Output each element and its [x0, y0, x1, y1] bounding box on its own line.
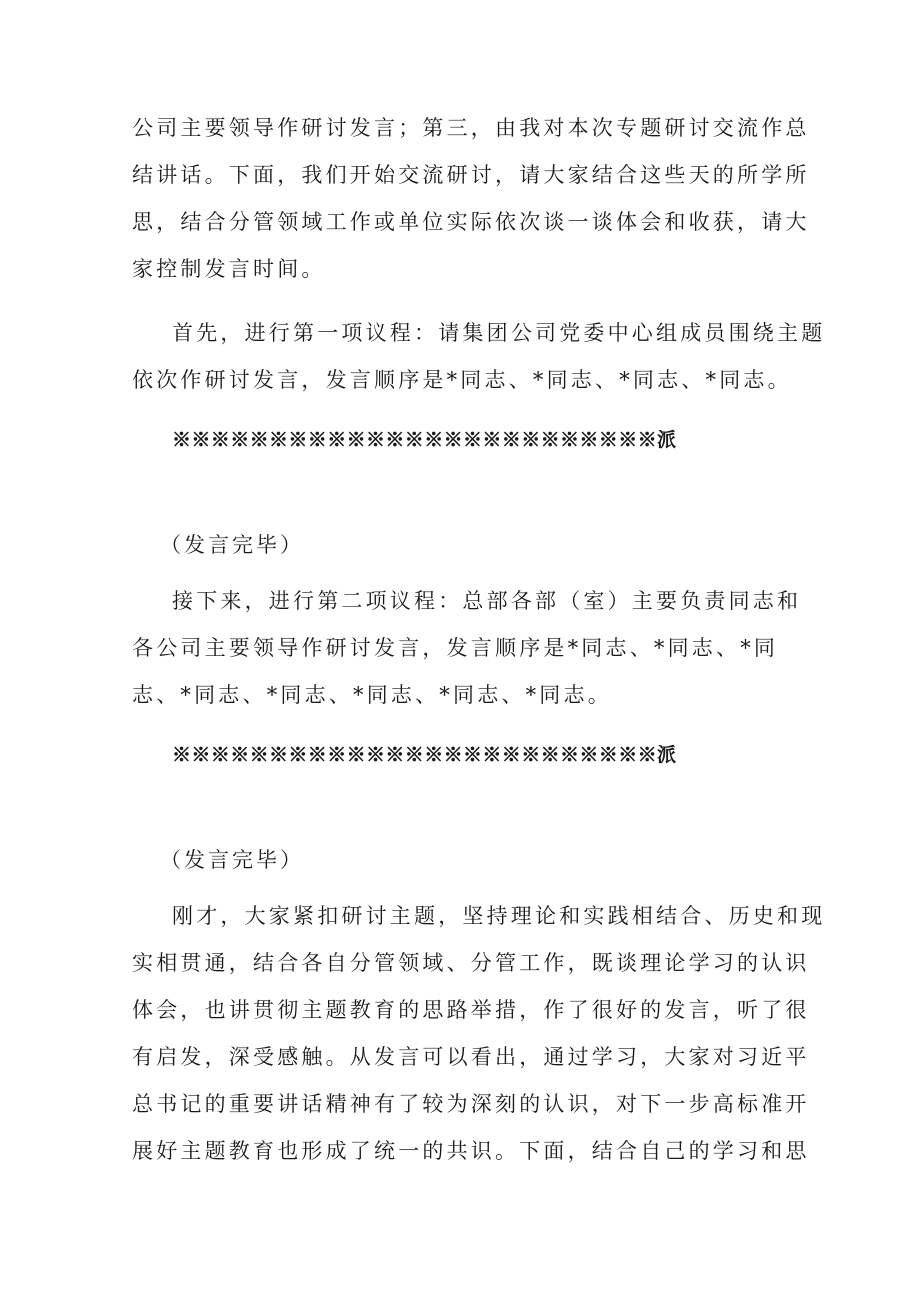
section-divider-2: ※※※※※※※※※※※※※※※※※※※※※※※※※派	[172, 744, 677, 766]
paragraph-3-line-2: 各公司主要领导作研讨发言，发言顺序是*同志、*同志、*同	[132, 636, 779, 660]
section-divider-1: ※※※※※※※※※※※※※※※※※※※※※※※※※派	[172, 429, 677, 451]
paragraph-4-line-4: 有启发，深受感触。从发言可以看出，通过学习，大家对习近平	[132, 1045, 810, 1069]
paragraph-3-line-1: 接下来，进行第二项议程：总部各部（室）主要负责同志和	[172, 589, 802, 613]
paragraph-4-line-6: 展好主题教育也形成了统一的共识。下面，结合自己的学习和思	[132, 1139, 810, 1163]
paragraph-2-line-2: 依次作研讨发言，发言顺序是*同志、*同志、*同志、*同志。	[132, 368, 792, 392]
speech-finished-note-2: （发言完毕）	[160, 848, 304, 872]
paragraph-4-line-3: 体会，也讲贯彻主题教育的思路举措，作了很好的发言，听了很	[132, 998, 810, 1022]
paragraph-1-line-2: 结讲话。下面，我们开始交流研讨，请大家结合这些天的所学所	[132, 163, 810, 187]
paragraph-1-line-4: 家控制发言时间。	[132, 257, 326, 281]
paragraph-4-line-2: 实相贯通，结合各自分管领域、分管工作，既谈理论学习的认识	[132, 951, 810, 975]
paragraph-4-line-5: 总书记的重要讲话精神有了较为深刻的认识，对下一步高标准开	[132, 1092, 810, 1116]
paragraph-1-line-3: 思，结合分管领域工作或单位实际依次谈一谈体会和收获，请大	[132, 210, 810, 234]
paragraph-1-line-1: 公司主要领导作研讨发言；第三，由我对本次专题研讨交流作总	[132, 116, 810, 140]
paragraph-3-line-3: 志、*同志、*同志、*同志、*同志、*同志。	[132, 683, 612, 707]
paragraph-2-line-1: 首先，进行第一项议程：请集团公司党委中心组成员围绕主题	[172, 321, 826, 345]
speech-finished-note-1: （发言完毕）	[160, 533, 304, 557]
paragraph-4-line-1: 刚才，大家紧扣研讨主题，坚持理论和实践相结合、历史和现	[172, 904, 826, 928]
